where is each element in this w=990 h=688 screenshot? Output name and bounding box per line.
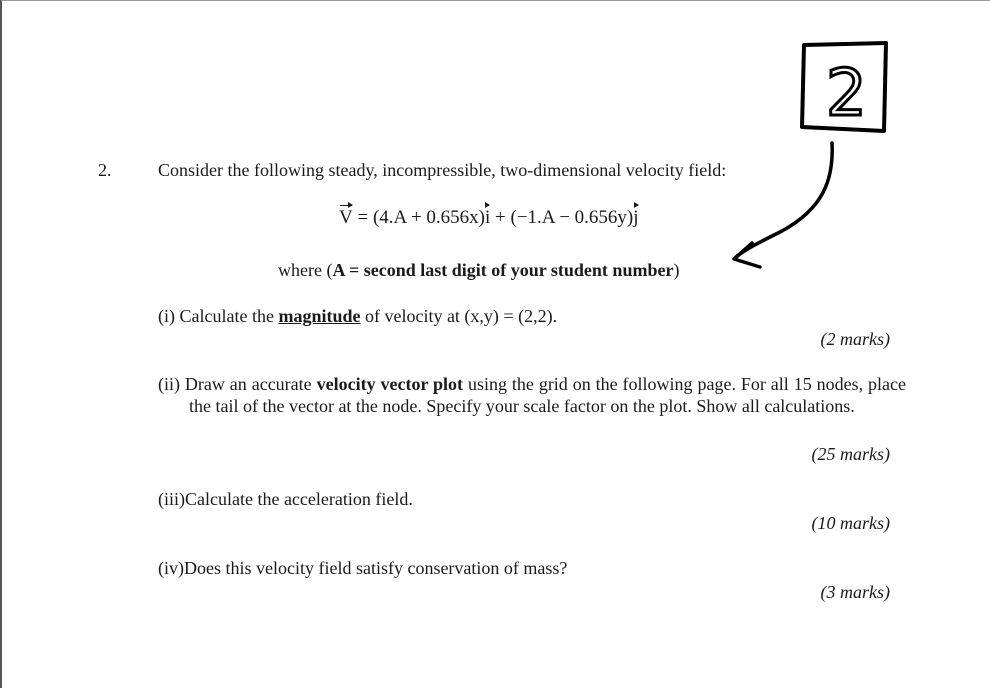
part-i-emphasis: magnitude	[278, 306, 361, 326]
velocity-equation	[339, 207, 639, 229]
where-definition: A = second last digit of your student number	[332, 260, 674, 280]
part-iii-marks: (10 marks)	[811, 513, 890, 533]
part-ii-emphasis: velocity vector plot	[316, 374, 464, 394]
unit-vector-i: i	[485, 207, 491, 228]
where-prefix: where (	[278, 260, 333, 280]
part-i-post: of velocity at (x,y) = (2,2).	[360, 306, 558, 326]
where-suffix: )	[673, 260, 680, 280]
handwritten-annotation	[722, 31, 902, 281]
part-ii-marks: (25 marks)	[811, 444, 890, 464]
vector-v-symbol: V	[339, 207, 353, 228]
part-ii-post: using the grid on the following page. For all 15 nodes, place the tail of the vector at the node. Specify your scale factor on the plot. Show all calculations.	[189, 374, 907, 416]
unit-vector-j: j	[633, 207, 639, 228]
part-iii: (iii)Calculate the acceleration field.	[158, 489, 413, 509]
equation-x-term: = (4.A + 0.656x)	[352, 207, 485, 228]
question-intro: Consider the following steady, incompressible, two-dimensional velocity field:	[158, 160, 727, 180]
part-iv: (iv)Does this velocity field satisfy conservation of mass?	[158, 558, 568, 578]
part-ii	[158, 373, 906, 417]
handwritten-number: 2	[826, 57, 867, 131]
equation-y-term: + (−1.A − 0.656y)	[490, 207, 634, 228]
handwritten-arrowhead	[734, 243, 760, 267]
question-number: 2.	[98, 160, 112, 180]
where-clause	[278, 259, 679, 281]
handwritten-curve-arrow	[736, 143, 832, 257]
part-i-pre: (i) Calculate the	[158, 306, 279, 326]
part-ii-text	[158, 373, 906, 417]
part-ii-pre: (ii) Draw an accurate	[158, 374, 317, 394]
part-i-marks: (2 marks)	[820, 329, 890, 349]
part-i	[158, 305, 557, 327]
part-iv-marks: (3 marks)	[820, 582, 890, 602]
